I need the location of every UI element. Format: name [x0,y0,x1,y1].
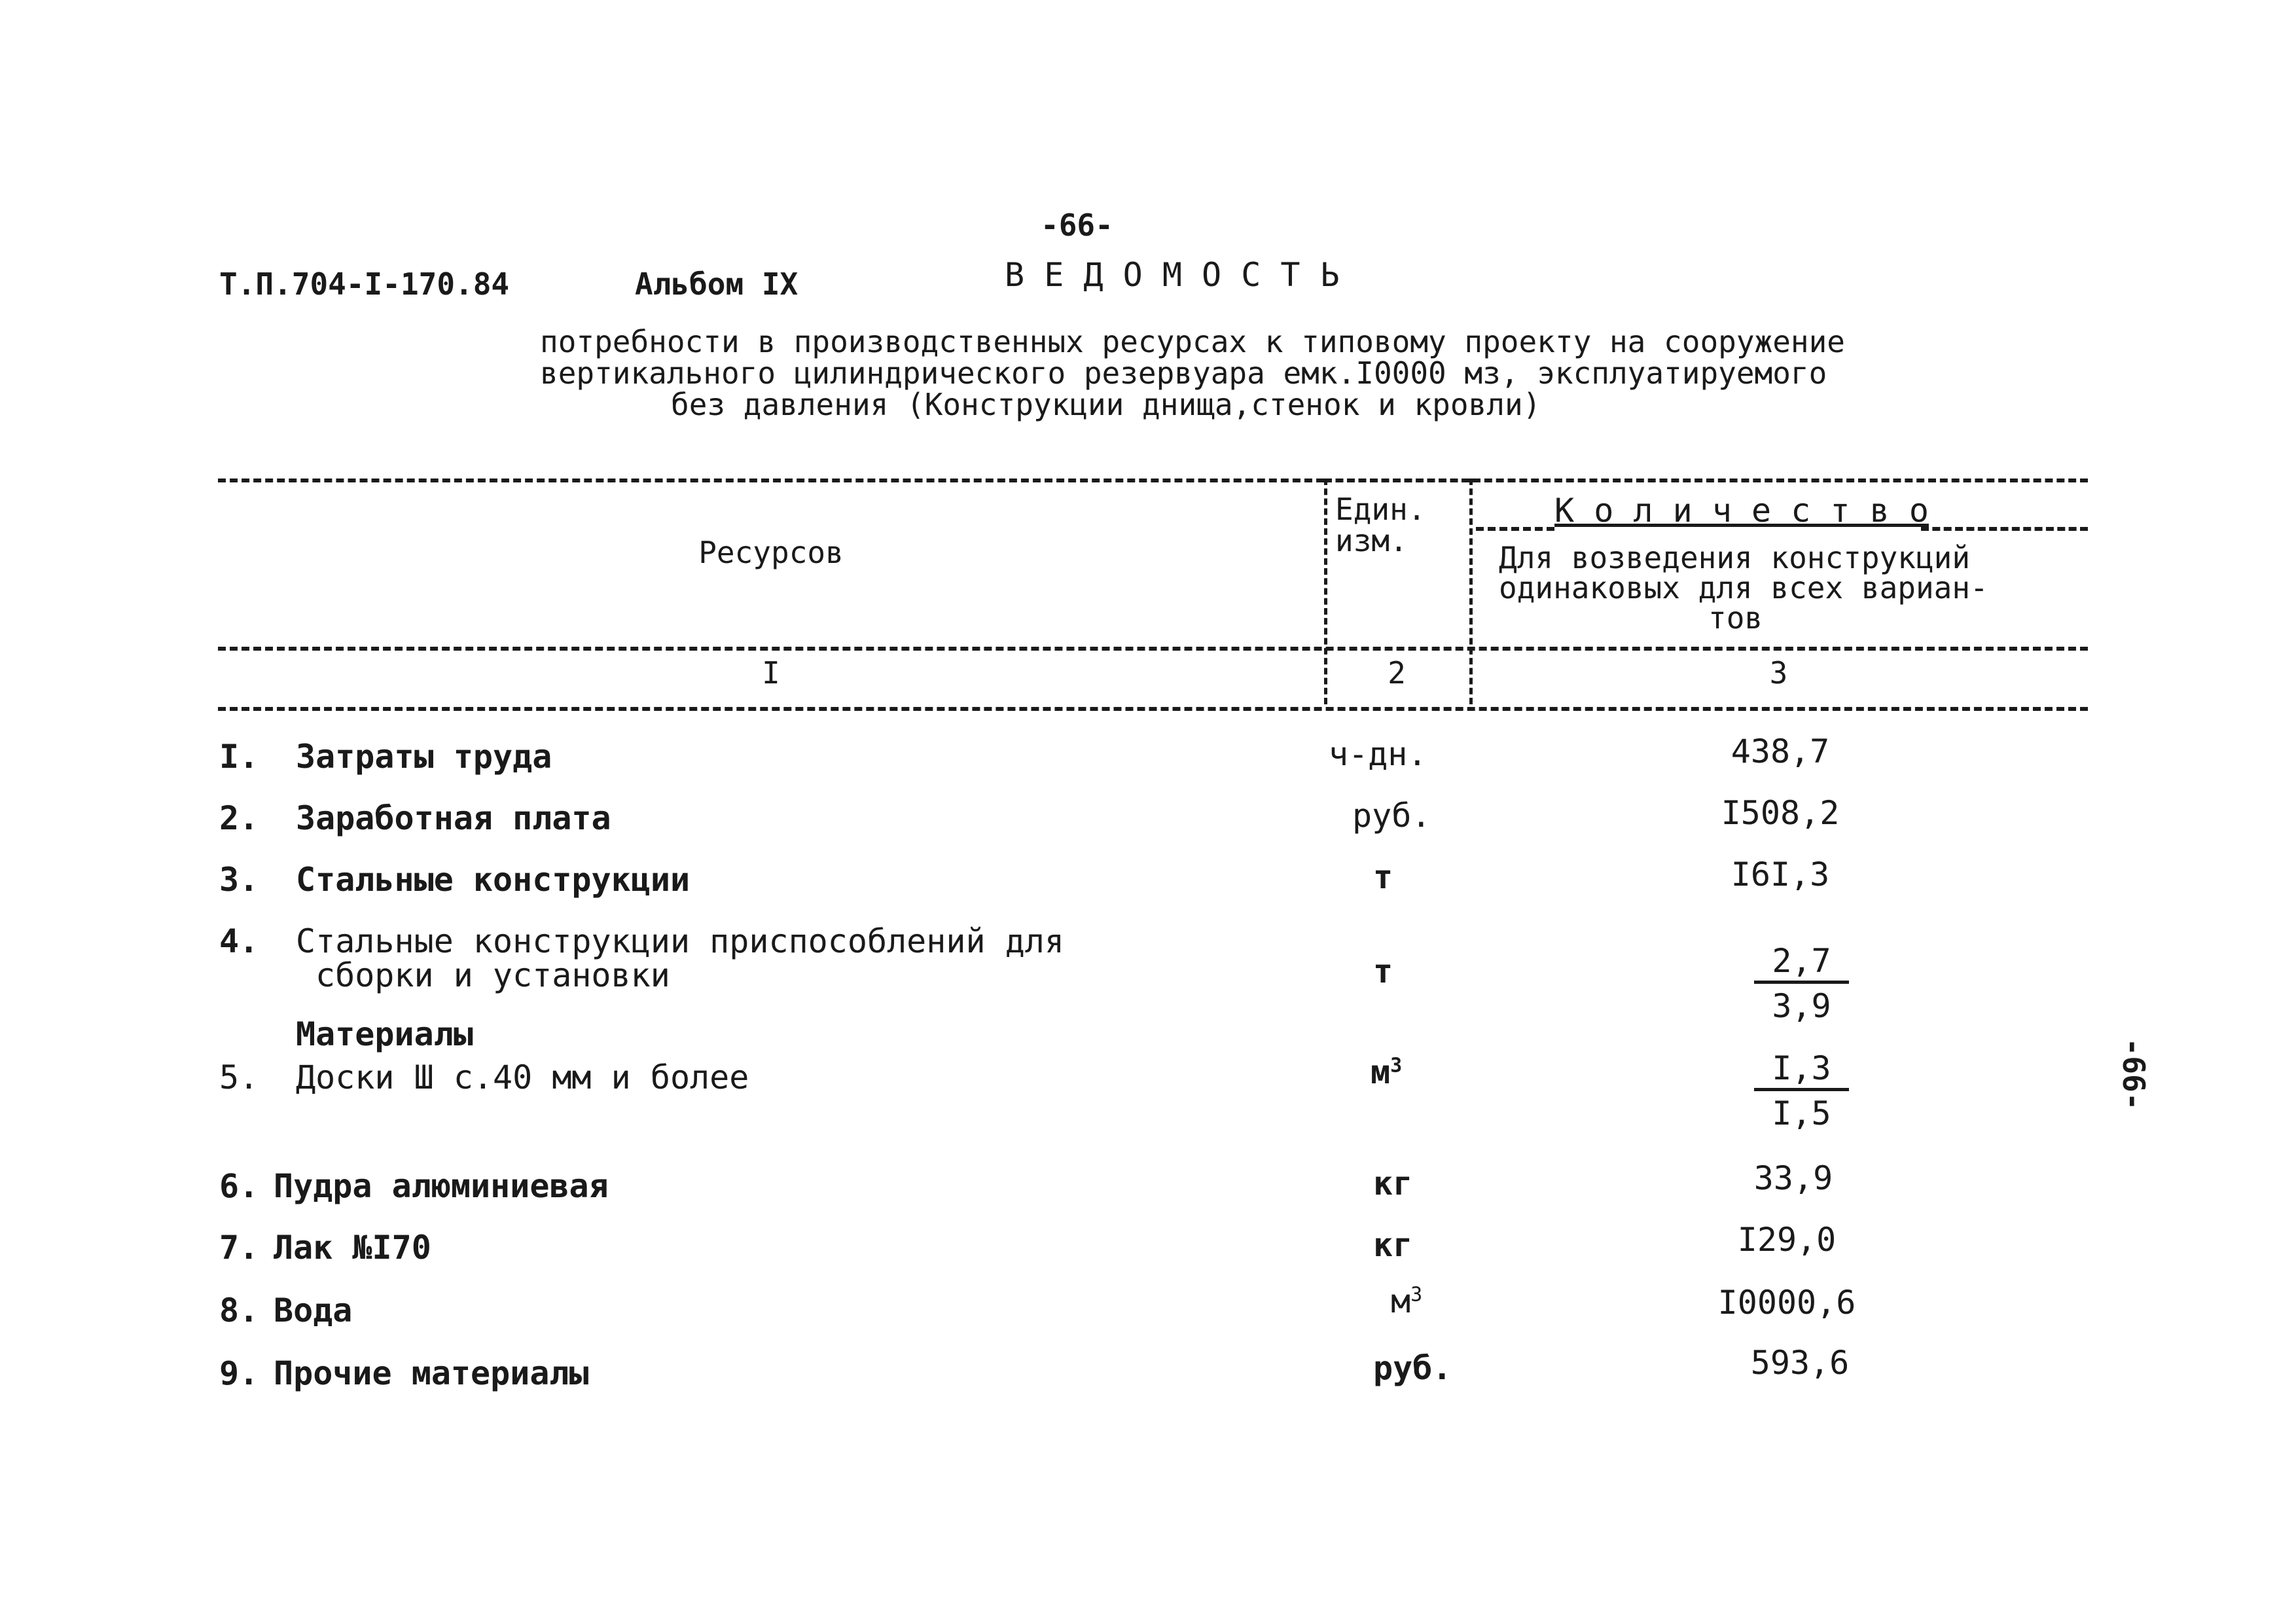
row-6-unit: кг [1373,1164,1413,1202]
row-5-number: 5. [219,1058,259,1096]
column-number-1: I [762,655,780,691]
row-3-unit: т [1373,858,1393,896]
row-6-resource: Пудра алюминиевая [274,1167,609,1205]
row-1-resource: Затраты труда [296,738,552,776]
subtitle-line-3: без давления (Конструкции днища,стенок и кровли) [671,387,1541,422]
row-4-number: 4. [219,922,259,960]
column-number-2: 2 [1388,655,1406,691]
row-5-unit-base: м [1371,1053,1391,1091]
row-2-value: I508,2 [1721,794,1840,832]
row-8-value: I0000,6 [1717,1284,1856,1322]
table-top-rule-left [218,478,1324,482]
table-top-rule-mid [1324,478,1469,482]
quantity-rule-right [1921,527,2088,531]
row-3-resource: Стальные конструкции [296,861,691,899]
row-3-number: 3. [219,861,259,899]
row-8-unit-exponent: 3 [1410,1283,1423,1307]
row-9-resource: Прочие материалы [274,1354,589,1392]
row-8-unit-base: м [1391,1282,1411,1320]
subtitle-line-2: вертикального цилиндрического резервуара емк.I0000 мз, эксплуатируемого [540,355,1827,391]
row-2-unit: руб. [1352,797,1431,835]
album-label: Альбом IX [635,266,798,302]
quantity-subheader-line-3: тов [1708,600,1763,636]
row-5-value-numerator: I,3 [1754,1050,1849,1091]
row-7-resource: Лак №I70 [274,1229,431,1267]
row-4-value [1754,943,1849,1024]
row-2-number: 2. [219,799,259,837]
document-title: В Е Д О М О С Т Ь [1005,256,1340,294]
column-header-unit-line-2: изм. [1335,523,1408,558]
row-8-unit [1391,1283,1422,1320]
row-5-resource: Доски Ш с.40 мм и более [296,1058,749,1096]
column-numbers-bottom-rule [218,707,2088,711]
column-header-unit-line-1: Един. [1335,492,1426,527]
row-4-resource-line-2: сборки и установки [315,956,670,994]
row-4-unit: т [1373,952,1393,990]
row-7-number: 7. [219,1229,259,1267]
subtitle-line-1: потребности в производственных ресурсах к типовому проекту на сооружение [540,324,1845,359]
section-heading-materials: Материалы [296,1015,473,1053]
page-number: -66- [1041,208,1113,243]
row-9-number: 9. [219,1354,259,1392]
row-2-resource: Заработная плата [296,799,611,837]
row-5-value [1754,1050,1849,1132]
row-4-value-denominator: 3,9 [1772,987,1831,1025]
row-7-unit: кг [1373,1226,1413,1264]
row-5-unit [1371,1054,1402,1091]
row-8-number: 8. [219,1291,259,1329]
row-3-value: I6I,3 [1731,856,1830,893]
row-4-value-numerator: 2,7 [1754,943,1849,984]
quantity-rule-left [1476,527,1554,531]
row-1-value: 438,7 [1731,732,1830,770]
column-header-resources: Ресурсов [698,535,844,570]
row-6-value: 33,9 [1753,1159,1833,1197]
row-9-value: 593,6 [1750,1344,1850,1382]
row-1-number: I. [219,738,259,776]
doc-code: Т.П.704-I-170.84 [219,266,510,302]
row-1-unit: ч-дн. [1329,735,1427,773]
quantity-subheader-line-2: одинаковых для всех вариан- [1499,570,1988,605]
row-4-resource-line-1: Стальные конструкции приспособлений для [296,922,1064,960]
row-5-value-denominator: I,5 [1772,1094,1831,1132]
side-page-number: -66- [2116,1038,2151,1111]
row-7-value: I29,0 [1737,1221,1837,1259]
column-header-quantity: К о л и ч е с т в о [1554,492,1929,530]
quantity-subheader-line-1: Для возведения конструкций [1499,540,1971,575]
row-8-resource: Вода [274,1291,353,1329]
column-number-3: 3 [1769,655,1788,691]
table-top-rule-right [1473,478,2088,482]
row-5-unit-exponent: 3 [1390,1054,1403,1077]
row-9-unit: руб. [1373,1349,1452,1387]
row-6-number: 6. [219,1167,259,1205]
header-bottom-rule [218,647,2088,651]
